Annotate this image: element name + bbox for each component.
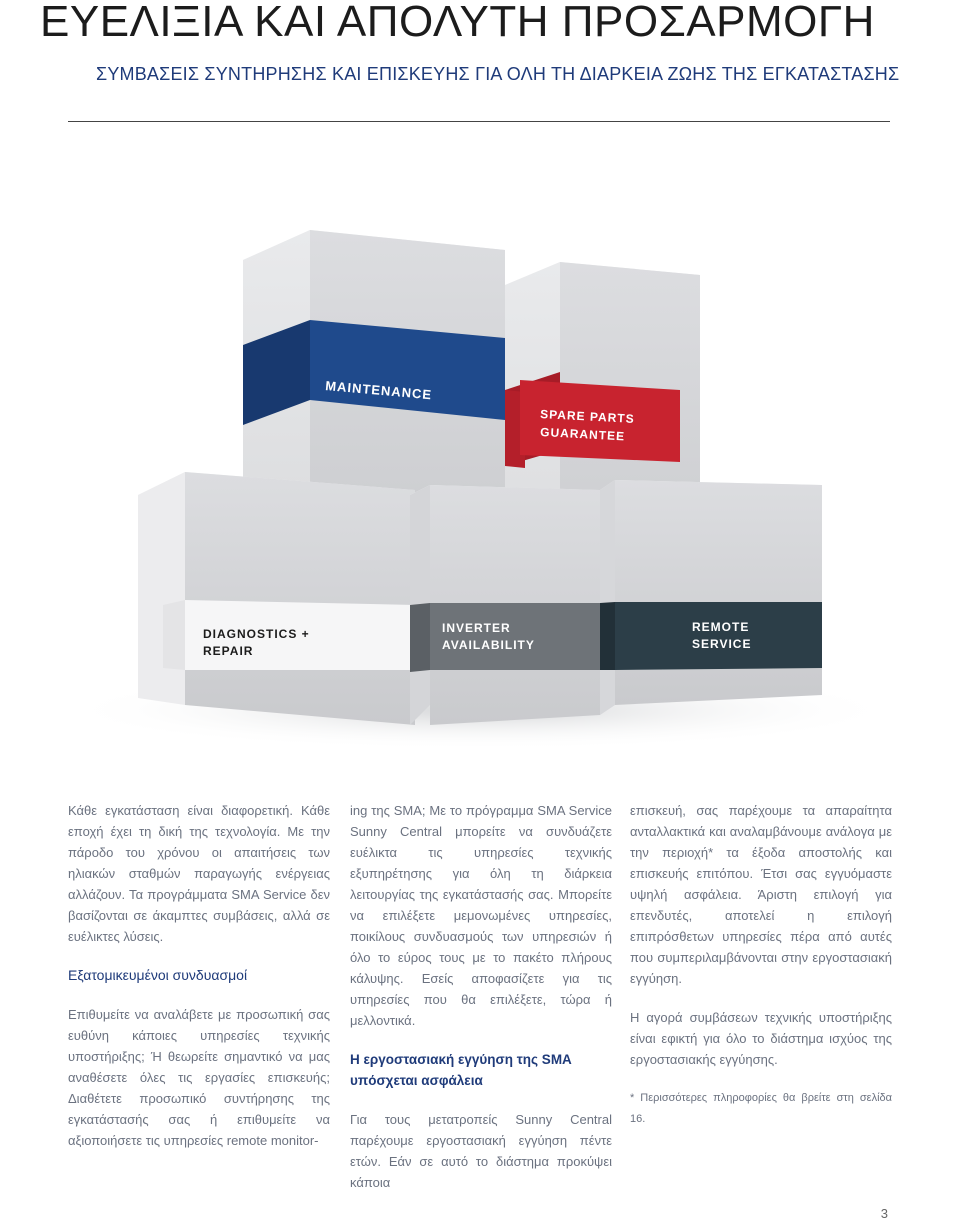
- section-heading-warranty: Η εργοστασιακή εγγύηση της SMA υπόσχεται ασφάλεια: [350, 1052, 572, 1088]
- service-paragraph: ing της SMA; Με το πρόγραμμα SMA Service Sunny Central μπορείτε να συνδυάζετε ευέλικτα τις υπηρεσίες τεχνικής εξυπηρέτησης για όλη τη διάρκεια λειτουργίας της εγκατάστασής σας. Μπορείτε να επιλέξετε μεμονωμένες υπηρεσίες, ποικίλους συνδυασμούς των υπηρεσιών ή όλο το εύρος τους με το πακέτο πλήρους κάλυψης. Εσείς αποφασίζετε για τις υπηρεσίες που θα επιλέξετε, τώρα ή μελλοντικά.: [350, 803, 612, 1028]
- repair-paragraph: επισκευή, σας παρέχουμε τα απαραίτητα ανταλλακτικά και αναλαμβάνουμε ανάλογα με την περιοχή* τα έξοδα αποστολής και επισκευής επιτόπου. Έτσι σας εγγυόμαστε υψηλή ασφάλεια. Άριστη επιλογή για επενδυτές, αποτελεί η επιλογή επιπρόσθετων υπηρεσίες πέρα από αυτές που συμπεριλαμβάνονται στην εργοστασιακή εγγύηση.: [630, 803, 892, 986]
- remote-label-2: SERVICE: [692, 637, 752, 651]
- footnote: * Περισσότερες πληροφορίες θα βρείτε στη σελίδα 16.: [630, 1092, 892, 1125]
- text-column-1: [68, 800, 330, 1169]
- remote-band: [615, 602, 822, 670]
- section-heading-combinations: Εξατομικευμένοι συνδυασμοί: [68, 967, 248, 983]
- inverter-label-2: AVAILABILITY: [442, 638, 535, 652]
- maintenance-label: MAINTENANCE: [324, 378, 433, 403]
- diagnostics-label-2: REPAIR: [203, 644, 254, 658]
- text-column-3: [630, 800, 892, 1148]
- combinations-paragraph: Επιθυμείτε να αναλάβετε με προσωπική σας ευθύνη κάποιες υπηρεσίες τεχνικής υποστήριξης; Ή θεωρείτε σημαντικό να μας αναθέσετε όλες τις εργασίες επισκευής; Διαθέτετε προσωπικό συντήρησης της εγκατάστασής σας ή επιθυμείτε να αξιοποιήσετε τις υπηρεσίες remote monitor-: [68, 1007, 330, 1148]
- contracts-paragraph: Η αγορά συμβάσεων τεχνικής υποστήριξης είναι εφικτή για όλο το διάστημα ισχύος της εργοστασιακής εγγύησης.: [630, 1010, 892, 1067]
- diagnostics-box: [138, 472, 415, 725]
- service-boxes-illustration: [0, 150, 960, 790]
- intro-paragraph: Κάθε εγκατάσταση είναι διαφορετική. Κάθε εποχή έχει τη δική της τεχνολογία. Με την πάροδο του χρόνου οι απαιτήσεις των ηλιακών σταθμών παραγωγής ενέργειας αλλάζουν. Τα προγράμματα SMA Service δεν βασίζονται σε άκαμπτες συμβάσεις, αλλά σε ευέλικτες λύσεις.: [68, 803, 330, 944]
- page-title: ΕΥΕΛΙΞΙΑ ΚΑΙ ΑΠΟΛΥΤΗ ΠΡΟΣΑΡΜΟΓΗ: [40, 0, 875, 46]
- remote-label-1: REMOTE: [692, 620, 750, 634]
- diagnostics-label-1: DIAGNOSTICS +: [203, 627, 310, 641]
- inverter-box: [410, 485, 600, 725]
- inverter-label-1: INVERTER: [442, 621, 511, 635]
- page-number: 3: [880, 1206, 888, 1221]
- warranty-paragraph: Για τους μετατροπείς Sunny Central παρέχουμε εργοστασιακή εγγύηση πέντε ετών. Εάν σε αυτό το διάστημα προκύψει κάποια: [350, 1112, 612, 1190]
- page-subtitle: ΣΥΜΒΑΣΕΙΣ ΣΥΝΤΗΡΗΣΗΣ ΚΑΙ ΕΠΙΣΚΕΥΗΣ ΓΙΑ ΟΛΗ ΤΗ ΔΙΑΡΚΕΙΑ ΖΩΗΣ ΤΗΣ ΕΓΚΑΤΑΣΤΑΣΗΣ: [96, 64, 900, 84]
- remote-box: [600, 480, 822, 715]
- header-divider: [68, 121, 890, 122]
- text-column-2: [350, 800, 612, 1211]
- inverter-band: [430, 603, 600, 670]
- spare-parts-label-1: SPARE PARTS: [539, 407, 636, 426]
- spare-parts-label-2: GUARANTEE: [539, 425, 626, 444]
